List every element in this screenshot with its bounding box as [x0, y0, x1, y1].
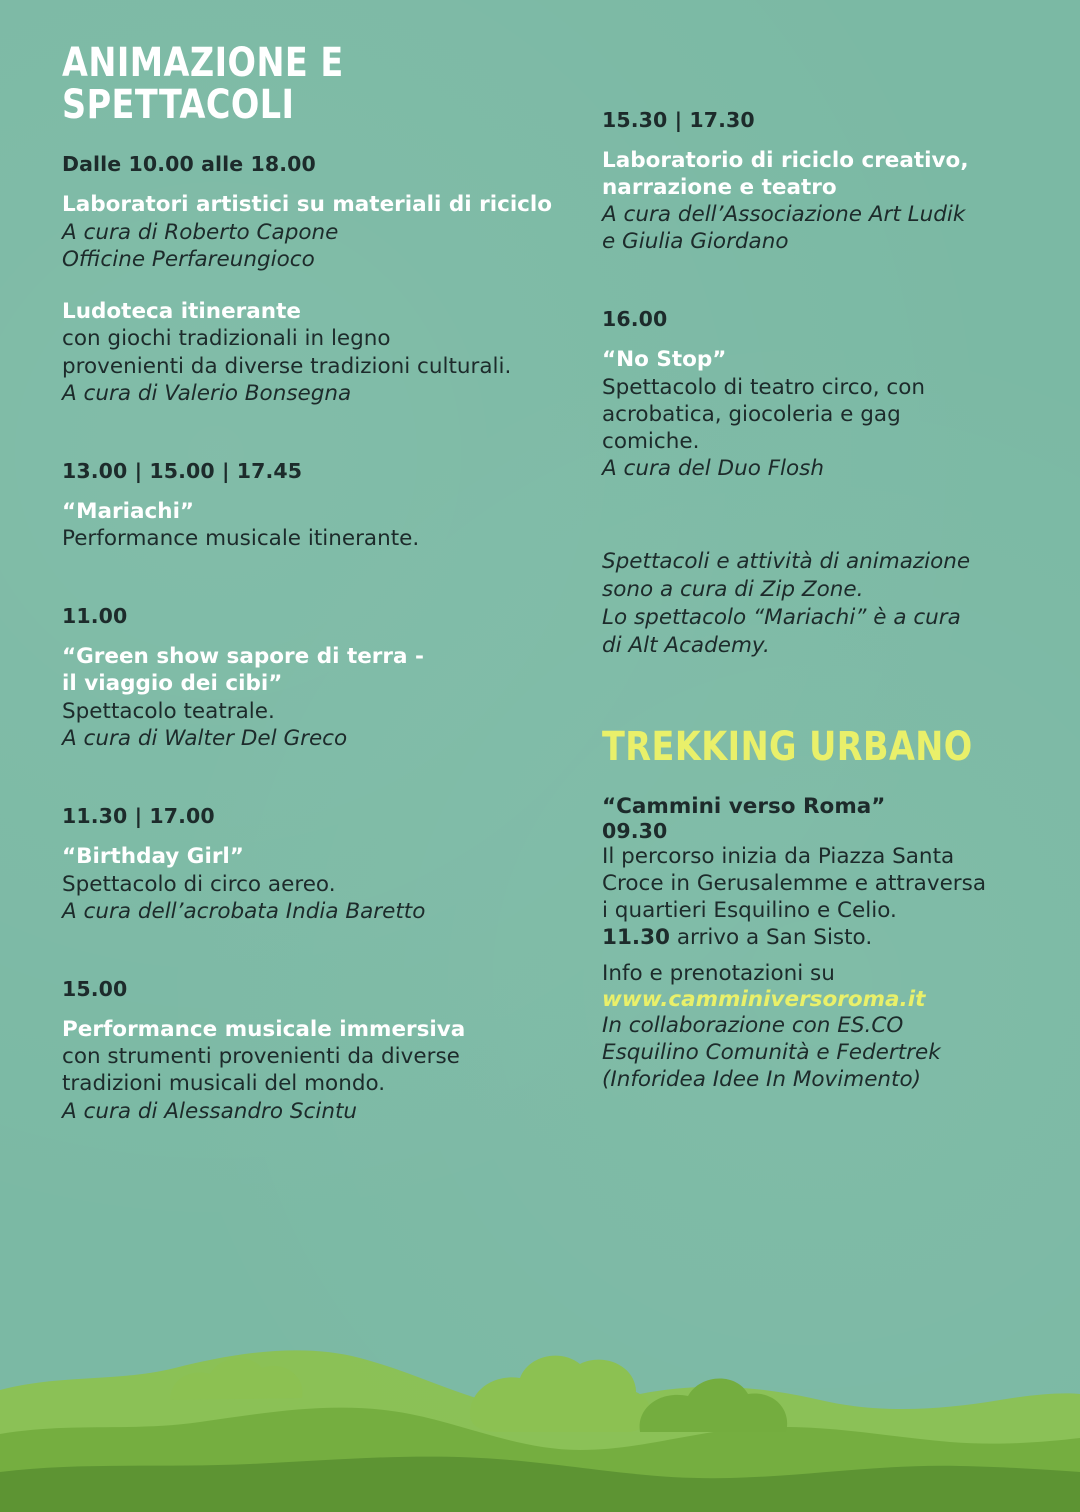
schedule-block [602, 108, 1052, 255]
trekking-desc: Il percorso inizia da Piazza Santa [602, 844, 955, 870]
time-label: 13.00 | 15.00 | 17.45 [62, 458, 303, 483]
schedule-block [62, 977, 582, 1125]
schedule-block [602, 307, 1052, 482]
event-title: “Green show sapore di terra - [62, 644, 424, 670]
event-desc: Performance musicale itinerante. [62, 526, 420, 552]
trekking-title: TREKKING URBANO [602, 724, 973, 771]
schedule-block [62, 459, 582, 553]
time-label: Dalle 10.00 alle 18.00 [62, 152, 316, 176]
event-desc: con giochi tradizionali in legno [62, 326, 391, 352]
event-desc: comiche. [602, 429, 700, 455]
event-credit-2: Officine Perfareungioco [62, 246, 315, 272]
collaboration-line: (Inforidea Idee In Movimento) [602, 1066, 922, 1092]
trekking-arrival-text: arrivo a San Sisto. [670, 925, 873, 951]
event-credit: A cura dell’Associazione Art Ludik [602, 202, 966, 228]
event-desc: tradizioni musicali del mondo. [62, 1071, 386, 1097]
time-label: 15.00 [62, 976, 128, 1001]
event-title: “No Stop” [602, 347, 727, 373]
event-desc: con strumenti provenienti da diverse [62, 1044, 460, 1070]
page-title: ANIMAZIONE E SPETTACOLI [62, 40, 344, 128]
event-title: “Birthday Girl” [62, 843, 244, 869]
note-line: sono a cura di Zip Zone. [602, 577, 864, 603]
event-credit: A cura di Alessandro Scintu [62, 1098, 358, 1124]
event-credit: A cura del Duo Flosh [602, 456, 825, 482]
event-title: Ludoteca itinerante [62, 298, 301, 324]
time-label: 15.30 | 17.30 [602, 108, 755, 132]
column-right [602, 42, 1052, 1093]
event-credit: A cura di Valerio Bonsegna [62, 380, 352, 406]
website-link[interactable]: www.camminiversoroma.it [602, 986, 926, 1012]
event-credit: A cura di Walter Del Greco [62, 725, 348, 751]
trekking-arrival [602, 924, 1052, 951]
note-line: di Alt Academy. [602, 633, 770, 659]
event-title-line2: il viaggio dei cibi” [62, 671, 283, 697]
note-line: Spettacoli e attività di animazione [602, 549, 971, 575]
time-label: 16.00 [602, 307, 668, 332]
info-label: Info e prenotazioni su [602, 960, 835, 986]
event-title: Laboratorio di riciclo creativo, [602, 148, 969, 173]
trekking-desc: i quartieri Esquilino e Celio. [602, 898, 897, 924]
event-title: Performance musicale immersiva [62, 1016, 466, 1042]
trekking-section [602, 726, 1052, 1093]
event-title-line2: narrazione e teatro [602, 174, 837, 200]
schedule-block [62, 804, 582, 925]
trekking-arrival-time: 11.30 [602, 925, 671, 951]
event-credit: A cura di Roberto Capone [62, 219, 339, 245]
event-desc: Spettacolo di teatro circo, con [602, 375, 925, 401]
note-line: Lo spettacolo “Mariachi” è a cura [602, 605, 961, 631]
event-credit-2: e Giulia Giordano [602, 229, 789, 255]
collaboration-line: Esquilino Comunità e Federtrek [602, 1039, 941, 1065]
event-desc: acrobatica, giocoleria e gag [602, 402, 901, 428]
event-desc: Spettacolo di circo aereo. [62, 871, 336, 897]
collaboration-line: In collaborazione con ES.CO [602, 1012, 904, 1038]
organizer-note [602, 548, 1052, 660]
trekking-event-title: “Cammini verso Roma” [602, 794, 886, 820]
event-desc: Spettacolo teatrale. [62, 698, 275, 724]
time-label: 11.00 [62, 604, 128, 629]
column-left [62, 42, 582, 1125]
event-title: “Mariachi” [62, 498, 195, 524]
foliage-decoration [0, 1282, 1080, 1512]
time-label: 11.30 | 17.00 [62, 803, 215, 828]
event-credit: A cura dell’acrobata India Baretto [62, 898, 426, 924]
schedule-block [62, 604, 582, 751]
event-desc: provenienti da diverse tradizioni culturali. [62, 353, 512, 379]
schedule-block [62, 152, 582, 407]
event-title: Laboratori artistici su materiali di riciclo [62, 192, 553, 217]
trekking-time: 09.30 [602, 819, 668, 844]
trekking-desc: Croce in Gerusalemme e attraversa [602, 871, 987, 897]
